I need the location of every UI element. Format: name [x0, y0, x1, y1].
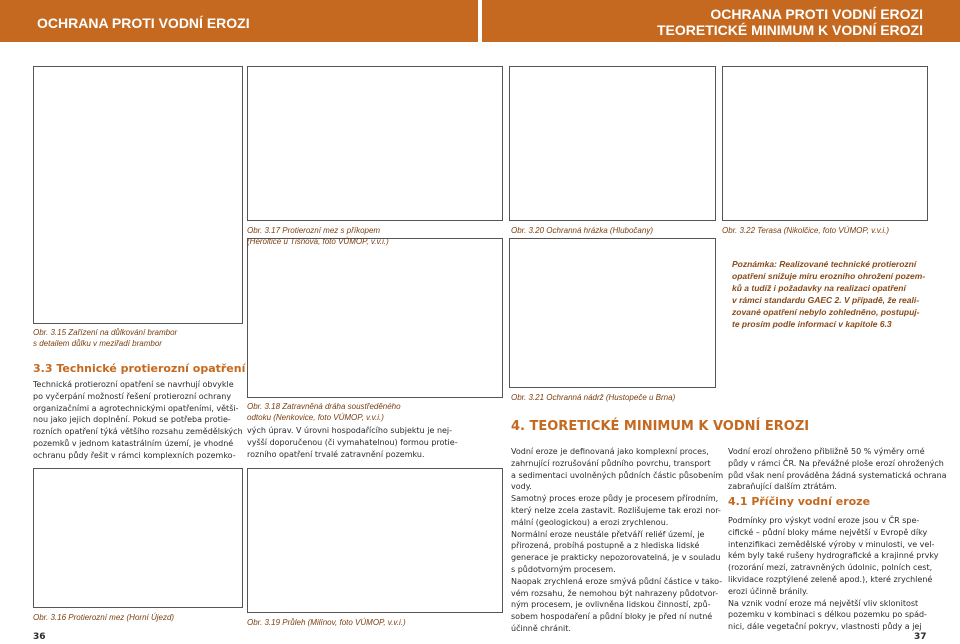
- caption-3-16: Obr. 3.16 Protierozní mez (Horní Újezd): [33, 613, 175, 622]
- photo-3-20: [509, 66, 716, 221]
- section-3-3-text: Technická protierozní opatření se navrhují obvykle po vyčerpání možností řešení protierozní ochrany organizačními a agrotechnickými opatřeními, větši- nou jako jejich doplnění. Pokud se potřeba protie- rozních opatření týká většího rozsahu zemědělských pozemků v jednom katastrálním území, je vhodné ochranu půdy řešit v rámci komplexních pozemko-: [33, 380, 243, 460]
- left-page-header: [0, 0, 478, 42]
- note-box: Poznámka: Realizované technické protierozní opatření snižuje míru erozního ohrožení pozem- ků a tudíž i požadavky na realizaci opatření v rámci standardu GAEC 2. V případě, že reali- zované opatření nebylo zohledněno, postupuj- te prosím podle informací v kapitole 6.3: [732, 259, 926, 329]
- caption-3-18: Obr. 3.18 Zatravněná dráha soustředěného odtoku (Nenkovice, foto VÚMOP, v.v.i.): [247, 402, 401, 422]
- photo-3-21: [509, 238, 716, 388]
- photo-3-15: [33, 66, 243, 324]
- photo-3-16: [33, 468, 243, 608]
- section-4-1-heading: 4.1 Příčiny vodní eroze: [728, 495, 871, 508]
- right-page-header: [482, 0, 960, 42]
- caption-3-15: Obr. 3.15 Zařízení na důlkování brambor s detailem důlku v meziřadí brambor: [33, 328, 178, 348]
- chapter-4-col1: Vodní eroze je definovaná jako komplexní proces, zahrnující rozrušování půdního povrchu, transport a sedimentaci uvolněných půdních částic působením vody. Samotný proces eroze půdy je procesem přírodním, který nelze zcela zastavit. Rozlišujeme tak erozi nor- mální (geologickou) a erozi zrychlenou. Normální eroze neustále přetváří reliéf území, je přirozená, probíhá postupně a z hlediska lidské generace je prakticky nepozorovatelná, je v souladu s půdotvorným procesem. Naopak zrychlená eroze smývá půdní částice v tako- vém rozsahu, že nemohou být nahrazeny půdotvor- ným procesem, je ovlivněna lidskou činností, způ- sobem hospodaření a půdní bloky je před ní nutné účinně chránit.: [511, 447, 724, 633]
- caption-3-17: Obr. 3.17 Protierozní mez s příkopem (Heroltice u Tišnova, foto VÚMOP, v.v.i.): [247, 226, 389, 246]
- section-3-3-heading: 3.3 Technické protierozní opatření: [33, 362, 246, 375]
- section-3-3-text-cont: vých úprav. V úrovni hospodařícího subjektu je nej- vyšší doporučenou (či vymahatelnou) formou protie- rozního opatření trvalé zatravnění pozemku.: [247, 426, 458, 459]
- photo-3-17: [247, 66, 503, 221]
- chapter-4-col2: Vodní erozí ohroženo přibližně 50 % výměry orné půdy v rámci ČR. Na převážné ploše erozí ohrožených půd však není prováděna žádná systematická ochrana zabraňující dalším ztrátám.: [728, 447, 947, 492]
- photo-3-19: [247, 468, 503, 613]
- chapter-4-heading: 4. TEORETICKÉ MINIMUM K VODNÍ EROZI: [511, 419, 810, 434]
- caption-3-21: Obr. 3.21 Ochranná nádrž (Hustopeče u Brna): [511, 393, 676, 402]
- section-4-1-text: Podmínky pro výskyt vodní eroze jsou v ČR spe- cifické – půdní bloky máme největší v Evropě díky intenzifikaci zemědělské výroby v minulosti, ve vel- kém byly také rušeny hydrografické a krajinné prvky (rozorání mezí, zatravněných údolnic, polních cest, likvidace rozptýlené zeleně apod.), které zrychlené erozi účinně bránily. Na vznik vodní eroze má největší vliv sklonitost pozemku v kombinaci s délkou pozemku po spád- nici, dále vegetační pokryv, vlastnosti půdy a jej: [728, 516, 939, 632]
- caption-3-22: Obr. 3.22 Terasa (Nikolčice, foto VÚMOP, v.v.i.): [722, 226, 890, 235]
- right-header-subtitle: TEORETICKÉ MINIMUM K VODNÍ EROZI: [657, 22, 923, 38]
- caption-3-19: Obr. 3.19 Průleh (Milínov, foto VÚMOP, v.v.i.): [247, 618, 406, 627]
- caption-3-20: Obr. 3.20 Ochranná hrázka (Hlubočany): [511, 226, 653, 235]
- page-number-right: 37: [914, 632, 927, 642]
- right-header-title: OCHRANA PROTI VODNÍ EROZI: [710, 6, 923, 22]
- page-number-left: 36: [33, 632, 46, 642]
- photo-3-18: [247, 238, 503, 398]
- left-header-title: OCHRANA PROTI VODNÍ EROZI: [37, 15, 250, 31]
- photo-3-22: [722, 66, 928, 221]
